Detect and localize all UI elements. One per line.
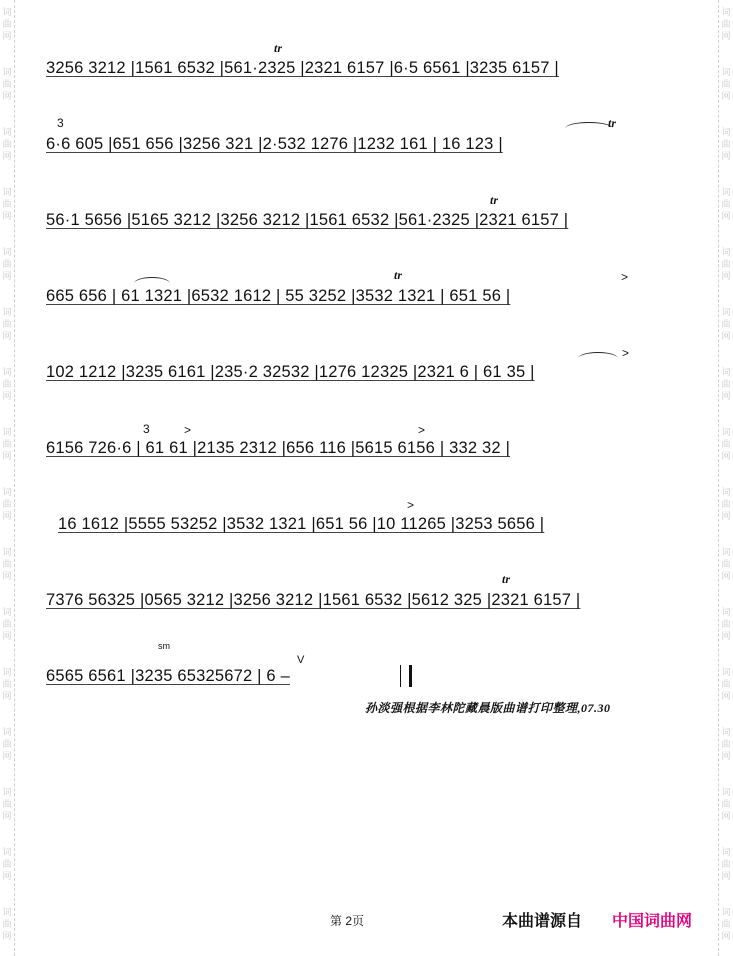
watermark-text: 词 曲 网 bbox=[721, 7, 731, 41]
watermark-text: 词 曲 网 bbox=[2, 607, 12, 641]
accent-mark: > bbox=[184, 423, 192, 437]
watermark-text: 词 曲 网 bbox=[2, 247, 12, 281]
breath-mark: V bbox=[297, 654, 305, 666]
transcriber-credit: 孙淡强根据李林陀藏晨版曲谱打印整理,07.30 bbox=[365, 701, 611, 715]
watermark-text: 词 曲 网 bbox=[721, 787, 731, 821]
watermark-text: 词 曲 网 bbox=[2, 427, 12, 461]
trill-mark: tr bbox=[608, 116, 617, 130]
triplet-mark: 3 bbox=[143, 422, 150, 436]
score-line-8: 7376 56325 |0565 3212 |3256 3212 |1561 6532 |5612 325 |2321 6157 | bbox=[46, 591, 581, 609]
watermark-text: 词 曲 网 bbox=[721, 847, 731, 881]
watermark-text: 词 曲 网 bbox=[2, 727, 12, 761]
right-watermark-strip bbox=[718, 0, 733, 956]
site-name[interactable]: 中国词曲网 bbox=[612, 913, 693, 930]
watermark-text: 词 曲 网 bbox=[721, 667, 731, 701]
score-line-7: 16 1612 |5555 53252 |3532 1321 |651 56 |10 11265 |3253 5656 | bbox=[58, 515, 545, 533]
watermark-text: 词 曲 网 bbox=[2, 547, 12, 581]
watermark-text: 词 曲 网 bbox=[721, 247, 731, 281]
trill-mark: tr bbox=[394, 268, 403, 282]
watermark-text: 词 曲 网 bbox=[2, 667, 12, 701]
watermark-text: 词 曲 网 bbox=[2, 307, 12, 341]
watermark-text: 词 曲 网 bbox=[2, 67, 12, 101]
watermark-text: 词 曲 网 bbox=[721, 367, 731, 401]
watermark-text: 词 曲 网 bbox=[721, 547, 731, 581]
score-line-9: 6565 6561 |3235 65325672 | 6 – bbox=[46, 667, 290, 685]
watermark-text: 词 曲 网 bbox=[2, 907, 12, 941]
sm-mark: sm bbox=[158, 641, 170, 651]
score-line-1: 3256 3212 |1561 6532 |561·2325 |2321 6157 |6·5 6561 |3235 6157 | bbox=[46, 59, 559, 77]
watermark-text: 词 曲 网 bbox=[721, 727, 731, 761]
watermark-text: 词 曲 网 bbox=[2, 847, 12, 881]
final-barline bbox=[400, 665, 412, 687]
accent-mark: > bbox=[418, 423, 426, 437]
slur-mark bbox=[565, 122, 613, 135]
watermark-text: 词 曲 网 bbox=[2, 487, 12, 521]
score-line-5: 102 1212 |3235 6161 |235·2 32532 |1276 12325 |2321 6 | 61 35 | bbox=[46, 363, 535, 381]
accent-mark: > bbox=[622, 346, 630, 360]
watermark-text: 词 曲 网 bbox=[721, 427, 731, 461]
watermark-text: 词 曲 网 bbox=[2, 127, 12, 161]
slur-mark bbox=[578, 352, 618, 365]
watermark-text: 词 曲 网 bbox=[721, 187, 731, 221]
score-line-4: 665 656 | 61 1321 |6532 1612 | 55 3252 |3532 1321 | 651 56 | bbox=[46, 287, 511, 305]
watermark-text: 词 曲 网 bbox=[2, 367, 12, 401]
source-label: 本曲谱源自 bbox=[502, 913, 583, 930]
score-line-6: 6156 726·6 | 61 61 |2135 2312 |656 116 |5615 6156 | 332 32 | bbox=[46, 439, 511, 457]
watermark-text: 词 曲 网 bbox=[721, 127, 731, 161]
accent-mark: > bbox=[407, 498, 415, 512]
watermark-text: 词 曲 网 bbox=[721, 907, 731, 941]
trill-mark: tr bbox=[502, 572, 511, 586]
triplet-mark: 3 bbox=[57, 116, 64, 130]
trill-mark: tr bbox=[274, 41, 283, 55]
page-number: 第 2页 bbox=[330, 914, 365, 928]
score-line-2: 6·6 605 |651 656 |3256 321 |2·532 1276 |1232 161 | 16 123 | bbox=[46, 135, 503, 153]
accent-mark: > bbox=[621, 270, 629, 284]
watermark-text: 词 曲 网 bbox=[721, 607, 731, 641]
watermark-text: 词 曲 网 bbox=[2, 7, 12, 41]
left-watermark-strip bbox=[0, 0, 15, 956]
watermark-text: 词 曲 网 bbox=[721, 487, 731, 521]
watermark-text: 词 曲 网 bbox=[2, 787, 12, 821]
trill-mark: tr bbox=[490, 193, 499, 207]
watermark-text: 词 曲 网 bbox=[721, 67, 731, 101]
score-line-3: 56·1 5656 |5165 3212 |3256 3212 |1561 6532 |561·2325 |2321 6157 | bbox=[46, 211, 569, 229]
watermark-text: 词 曲 网 bbox=[2, 187, 12, 221]
watermark-text: 词 曲 网 bbox=[721, 307, 731, 341]
